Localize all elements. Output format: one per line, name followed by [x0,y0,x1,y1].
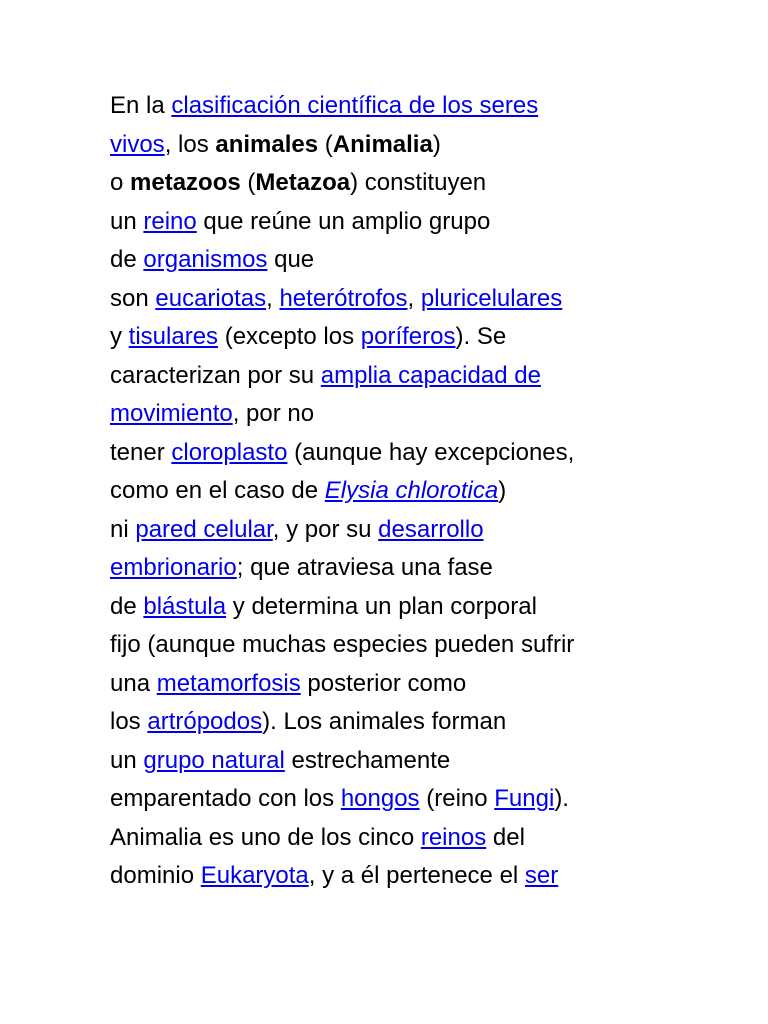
italic-link-text: Elysia chlorotica [324,477,499,504]
text-segment: , [266,284,280,312]
text-line [110,472,670,511]
text-segment: ; que atraviesa una fase [236,554,493,581]
article-link[interactable]: embrionario [110,554,237,581]
text-line [110,780,670,819]
text-segment: ). [554,785,569,812]
article-link[interactable]: reino [143,207,197,235]
article-link[interactable]: cloroplasto [171,438,288,466]
text-segment: un [110,746,144,774]
article-link[interactable]: eucariotas [155,284,267,312]
text-segment: los [110,708,148,735]
text-segment: dominio [110,862,201,889]
text-segment: y determina un plan corporal [226,592,537,620]
text-line [110,164,670,203]
article-link[interactable]: artrópodos [147,708,263,735]
text-segment: emparentado con los [110,785,341,812]
text-segment: una [110,669,157,697]
text-segment: que reúne un amplio grupo [196,207,491,235]
text-segment: (reino [419,785,495,812]
text-segment: como en el caso de [110,477,325,504]
article-body [110,87,670,896]
text-segment: de [110,592,144,620]
article-link[interactable]: metamorfosis [156,669,301,697]
article-link[interactable]: hongos [340,785,420,812]
text-line [110,126,670,165]
article-link[interactable]: grupo natural [143,746,285,774]
text-line [110,318,670,357]
text-line [110,87,670,126]
article-link[interactable]: Fungi [494,785,555,812]
text-segment: ) [498,477,507,504]
text-segment: , [407,284,421,312]
bold-term: Metazoa [255,169,351,196]
text-segment: que [267,246,315,273]
text-segment: , por no [232,400,315,427]
text-segment: ) [432,130,441,158]
text-segment: ). Los animales forman [262,708,507,735]
text-segment: o [110,169,131,196]
text-segment: ( [240,169,256,196]
article-link[interactable]: Eukaryota [200,862,309,889]
text-segment: (aunque hay excepciones, [287,438,575,466]
article-link[interactable]: organismos [143,246,268,273]
text-line [110,819,670,858]
text-segment: , y por su [272,515,379,543]
text-segment: tener [110,438,172,466]
article-link[interactable]: desarrollo [378,515,484,543]
text-segment: ( [318,130,333,158]
text-line [110,357,670,396]
text-line [110,511,670,550]
article-link[interactable]: reinos [420,823,487,851]
text-line [110,588,670,627]
text-segment: un [110,207,144,235]
bold-term: metazoos [130,169,241,196]
article-link[interactable]: pared celular [135,515,273,543]
article-link[interactable]: pluricelulares [420,284,563,312]
text-segment: del [486,823,525,851]
article-link[interactable]: clasificación científica de los seres [171,92,539,119]
text-line [110,742,670,781]
article-link[interactable]: tisulares [128,323,219,350]
text-line [110,703,670,742]
text-segment: estrechamente [284,746,451,774]
text-line [110,857,670,896]
text-line [110,549,670,588]
text-segment: ) constituyen [350,169,487,196]
text-segment: son [110,284,156,312]
text-segment: de [110,246,144,273]
article-link[interactable]: heterótrofos [279,284,408,312]
article-link[interactable]: movimiento [110,400,233,427]
text-line [110,626,670,665]
text-segment: caracterizan por su [110,361,321,389]
bold-term: Animalia [332,130,433,158]
text-line [110,434,670,473]
text-line [110,665,670,704]
text-line [110,395,670,434]
article-link[interactable]: poríferos [360,323,456,350]
text-segment: Animalia es uno de los cinco [110,823,421,851]
article-link[interactable]: vivos [110,130,165,158]
text-line [110,241,670,280]
text-line [110,203,670,242]
text-segment: posterior como [300,669,467,697]
article-link[interactable]: ser [524,862,559,889]
text-segment: fijo (aunque muchas especies pueden sufrir [110,631,575,658]
text-segment: ). Se [455,323,507,350]
text-segment: (excepto los [218,323,361,350]
text-segment: , y a él pertenece el [308,862,525,889]
bold-term: animales [215,130,319,158]
text-segment: En la [110,92,172,119]
text-line [110,280,670,319]
article-link[interactable]: blástula [143,592,227,620]
text-segment: y [110,323,129,350]
text-segment: ni [110,515,136,543]
article-link[interactable] [325,477,498,504]
text-segment: , los [164,130,216,158]
article-link[interactable]: amplia capacidad de [320,361,541,389]
